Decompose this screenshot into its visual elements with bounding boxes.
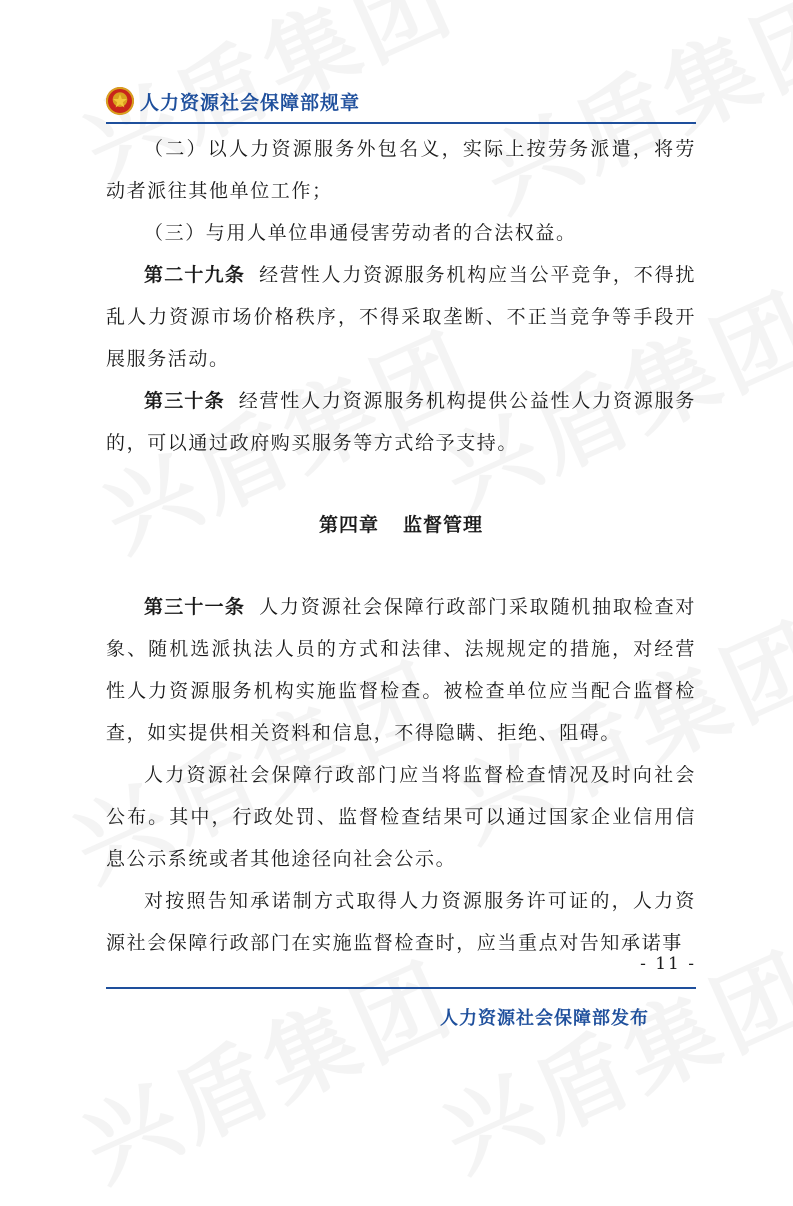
header-title: 人力资源社会保障部规章 [140, 91, 361, 114]
page-header [106, 84, 696, 118]
header-divider [106, 122, 696, 124]
article-label: 第三十条 [144, 390, 225, 412]
body-paragraph [106, 880, 696, 964]
national-emblem-icon [106, 87, 134, 115]
document-body [106, 128, 696, 964]
article-label: 第二十九条 [144, 264, 246, 286]
paragraph-text: （二）以人力资源服务外包名义，实际上按劳务派遣，将劳动者派往其他单位工作； [106, 138, 696, 202]
paragraph-text: 经营性人力资源服务机构应当公平竞争，不得扰乱人力资源市场价格秩序，不得采取垄断、不正当竞争等手段开展服务活动。 [106, 264, 696, 370]
paragraph-text: 对按照告知承诺制方式取得人力资源服务许可证的，人力资源社会保障行政部门在实施监督检查时，应当重点对告知承诺事 [106, 890, 696, 954]
body-paragraph [106, 128, 696, 212]
body-paragraph [106, 212, 696, 254]
paragraph-text: 经营性人力资源服务机构提供公益性人力资源服务的，可以通过政府购买服务等方式给予支持。 [106, 390, 696, 454]
chapter-title: 监督管理 [403, 514, 484, 536]
watermark-text [60, 926, 472, 1206]
footer-publisher: 人力资源社会保障部发布 [440, 1008, 649, 1029]
chapter-number: 第四章 [318, 514, 379, 536]
chapter-heading [106, 504, 696, 546]
footer-divider [106, 987, 696, 989]
paragraph-text: （三）与用人单位串通侵害劳动者的合法权益。 [144, 222, 577, 244]
article-paragraph [106, 586, 696, 754]
body-paragraph [106, 754, 696, 880]
article-label: 第三十一条 [144, 596, 246, 618]
paragraph-text: 人力资源社会保障行政部门采取随机抽取检查对象、随机选派执法人员的方式和法律、法规规定的措施，对经营性人力资源服务机构实施监督检查。被检查单位应当配合监督检查，如实提供相关资料和信息，不得隐瞒、拒绝、阻碍。 [106, 596, 696, 744]
article-paragraph [106, 380, 696, 464]
article-paragraph [106, 254, 696, 380]
page-number: - 11 - [640, 954, 696, 974]
paragraph-text: 人力资源社会保障行政部门应当将监督检查情况及时向社会公布。其中，行政处罚、监督检查结果可以通过国家企业信用信息公示系统或者其他途径向社会公示。 [106, 764, 696, 870]
